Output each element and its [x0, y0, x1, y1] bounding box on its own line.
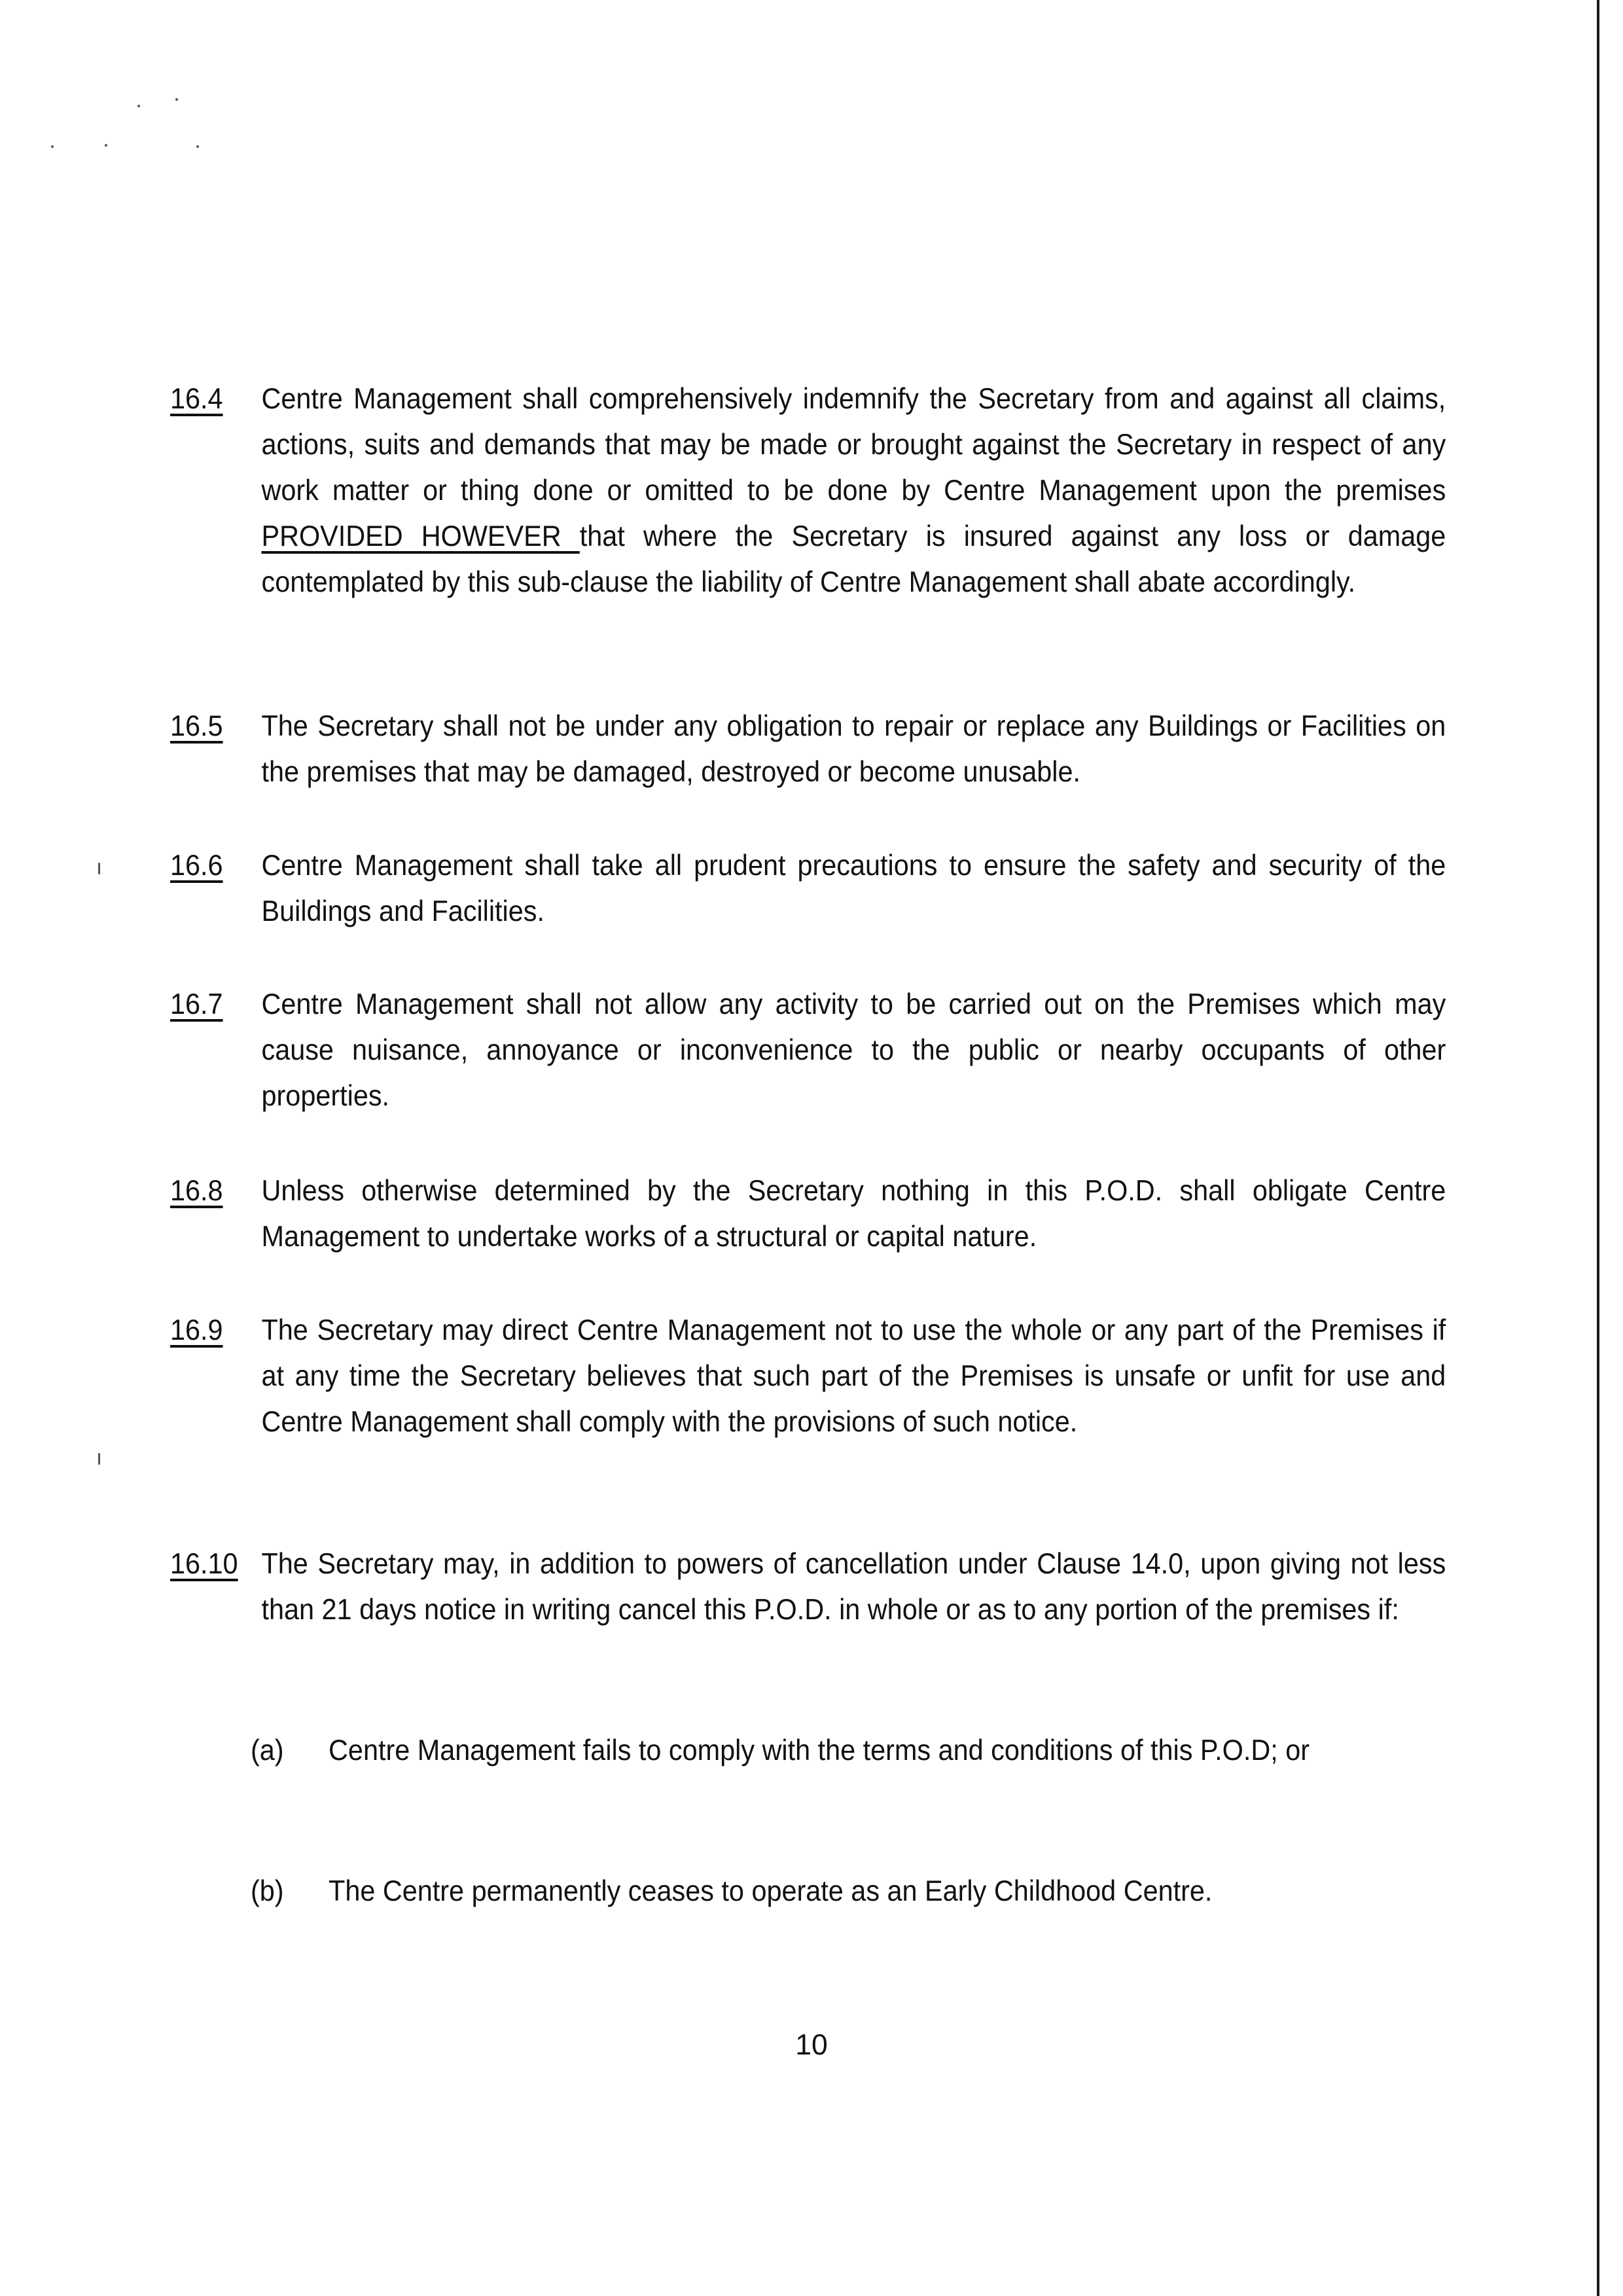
- clause-number: 16.5: [170, 710, 223, 742]
- scan-speck: [137, 105, 140, 107]
- scan-speck: [105, 144, 107, 147]
- clause-text-part: that where the Secretary is insured against any loss or damage contemplated by this sub-clause the liability of Centre Management shall abate accordingly.: [261, 520, 1446, 598]
- clause-text: The Secretary may direct Centre Management not to use the whole or any part of the Premises if at any time the Secretary believes that such part of the Premises is unsafe or unfit for use and Centre Management shall comply with the provisions of such notice.: [261, 1314, 1446, 1438]
- scan-speck: [98, 1453, 100, 1465]
- clause-number: 16.7: [170, 988, 223, 1020]
- scan-speck: [175, 98, 178, 101]
- sub-item-a: [251, 1728, 1468, 1774]
- clause-number: 16.6: [170, 850, 223, 882]
- clause-number: 16.4: [170, 383, 223, 415]
- scan-edge-line: [1597, 0, 1599, 2296]
- provided-however-emphasis: PROVIDED HOWEVER: [261, 520, 580, 552]
- clause-16-4: [170, 376, 1446, 605]
- clause-16-7: [170, 982, 1446, 1119]
- sub-item-b: [251, 1869, 1468, 1914]
- clause-text-part: Centre Management shall comprehensively indemnify the Secretary from and against all claims, actions, suits and demands that may be made or brought against the Secretary in respect of any work matter or thing done or omitted to be done by Centre Management upon the premises: [261, 383, 1446, 507]
- clause-text: Centre Management shall take all prudent precautions to ensure the safety and security of the Buildings and Facilities.: [261, 850, 1446, 927]
- sub-item-label: (b): [251, 1875, 284, 1907]
- sub-item-label: (a): [251, 1734, 284, 1767]
- clause-16-10: [170, 1541, 1446, 1633]
- sub-item-text: Centre Management fails to comply with the terms and conditions of this P.O.D; or: [329, 1734, 1310, 1767]
- clause-16-9: [170, 1308, 1446, 1445]
- sub-item-text: The Centre permanently ceases to operate as an Early Childhood Centre.: [329, 1875, 1213, 1907]
- clause-16-5: [170, 704, 1446, 795]
- clause-16-6: [170, 843, 1446, 935]
- clause-number: 16.9: [170, 1314, 223, 1346]
- scan-speck: [51, 145, 54, 148]
- clause-text: Unless otherwise determined by the Secretary nothing in this P.O.D. shall obligate Centre Management to undertake works of a structural or capital nature.: [261, 1175, 1446, 1253]
- scan-speck: [196, 145, 199, 148]
- clause-16-8: [170, 1168, 1446, 1260]
- clause-text: [262, 376, 1446, 605]
- clause-number: 16.8: [170, 1175, 223, 1207]
- clause-number: 16.10: [170, 1548, 238, 1580]
- page-number: 10: [795, 2029, 828, 2061]
- clause-text: The Secretary may, in addition to powers of cancellation under Clause 14.0, upon giving not less than 21 days notice in writing cancel this P.O.D. in whole or as to any portion of the premises if:: [261, 1548, 1446, 1626]
- clause-text: The Secretary shall not be under any obligation to repair or replace any Buildings or Facilities on the premises that may be damaged, destroyed or become unusable.: [261, 710, 1446, 788]
- scan-speck: [98, 863, 100, 874]
- clause-text: Centre Management shall not allow any activity to be carried out on the Premises which may cause nuisance, annoyance or inconvenience to the public or nearby occupants of other properties.: [261, 988, 1446, 1112]
